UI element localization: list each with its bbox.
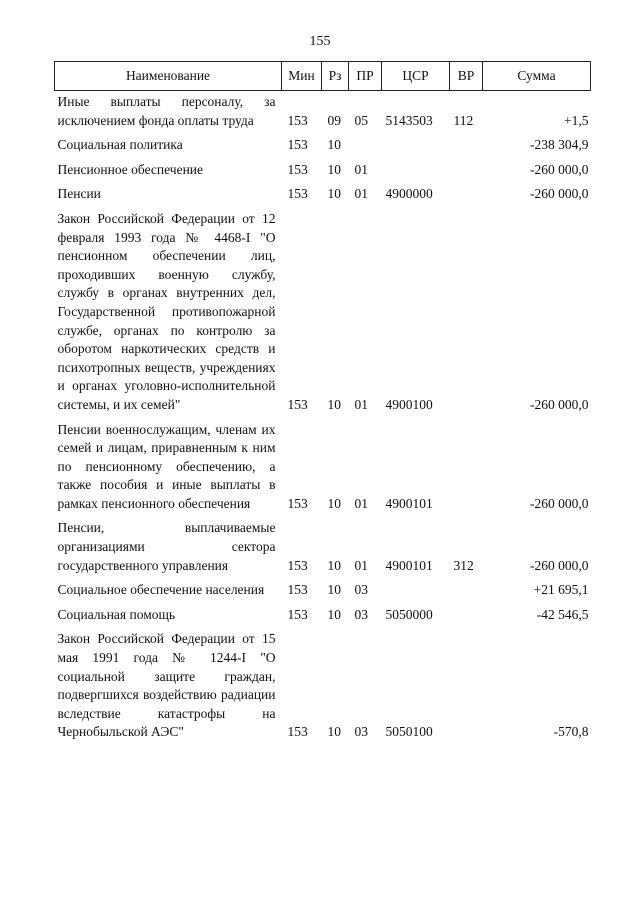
row-vr: 312 [453, 557, 474, 573]
row-vr [450, 204, 483, 415]
row-sum: +21 695,1 [533, 582, 589, 598]
row-sum: -238 304,9 [530, 137, 589, 153]
row-min: 153 [287, 161, 308, 177]
row-csr: 5143503 [385, 112, 433, 128]
header-csr: ЦСР [382, 62, 450, 91]
row-vr [450, 575, 483, 600]
row-csr: 4900101 [385, 495, 433, 511]
row-vr: 112 [453, 112, 474, 128]
row-rz: 10 [327, 724, 341, 740]
row-pr: 03 [354, 582, 368, 598]
row-rz: 10 [327, 582, 341, 598]
row-pr: 01 [354, 396, 368, 412]
row-pr: 03 [354, 606, 368, 622]
row-name: Социальная политика [57, 137, 183, 153]
table-row [55, 600, 591, 625]
row-rz: 10 [327, 186, 341, 202]
row-pr: 01 [354, 161, 368, 177]
row-rz: 10 [327, 161, 341, 177]
table-header-row [55, 62, 591, 91]
table-row [55, 155, 591, 180]
row-min: 153 [287, 495, 308, 511]
row-pr: 01 [354, 495, 368, 511]
row-pr: 01 [354, 557, 368, 573]
row-rz: 10 [327, 495, 341, 511]
row-rz: 10 [327, 557, 341, 573]
row-csr: 4900100 [385, 396, 433, 412]
row-csr: 4900101 [385, 557, 433, 573]
table-row [55, 91, 591, 131]
row-sum: -42 546,5 [536, 606, 589, 622]
row-csr [382, 575, 450, 600]
page-number: 155 [309, 34, 331, 49]
row-min: 153 [287, 582, 308, 598]
row-csr: 4900000 [385, 186, 433, 202]
row-sum: -260 000,0 [530, 495, 589, 511]
row-csr: 5050100 [385, 724, 433, 740]
row-name: Пенсии [57, 186, 101, 202]
row-sum: -260 000,0 [530, 161, 589, 177]
header-rz: Рз [322, 62, 349, 91]
row-csr [382, 130, 450, 155]
row-rz: 10 [327, 606, 341, 622]
row-name: Социальная помощь [57, 606, 176, 622]
row-sum: -570,8 [553, 724, 589, 740]
row-name: Пенсионное обеспечение [57, 161, 204, 177]
row-vr [450, 155, 483, 180]
header-sum: Сумма [483, 62, 591, 91]
row-pr [349, 130, 382, 155]
row-name: Закон Российской Федерации от 15 мая 1991 года № 1244-I "О социальной защите граждан, подвергшихся воздействию радиации вследствие катастрофы на Чернобыльской АЭС" [57, 631, 276, 740]
row-min: 153 [287, 137, 308, 153]
row-rz: 10 [327, 396, 341, 412]
row-vr [450, 624, 483, 742]
row-pr: 05 [354, 112, 368, 128]
row-sum: -260 000,0 [530, 396, 589, 412]
row-rz: 10 [327, 137, 341, 153]
row-vr [450, 130, 483, 155]
row-name: Пенсии военнослужащим, членам их семей и лицам, приравненным к ним по пенсионному обеспечению, а также пособия и иные выплаты в рамках пенсионного обеспечения [57, 421, 276, 511]
row-min: 153 [287, 112, 308, 128]
row-name: Пенсии, выплачиваемые организациями сектора государственного управления [57, 520, 276, 573]
row-name: Закон Российской Федерации от 12 февраля 1993 года № 4468-I "О пенсионном обеспечении лиц, проходивших военную службу, службу в органах внутренних дел, Государственной противопожарной службе, органах по контролю за оборотом наркотических средств и психотропных веществ, учреждениях и органах уголовно-исполнительной системы, и их семей" [57, 210, 276, 412]
table-row [55, 415, 591, 514]
row-pr: 03 [354, 724, 368, 740]
row-min: 153 [287, 606, 308, 622]
row-vr [450, 415, 483, 514]
row-sum: +1,5 [564, 112, 589, 128]
header-vr: ВР [450, 62, 483, 91]
budget-table [54, 61, 591, 742]
row-min: 153 [287, 557, 308, 573]
header-pr: ПР [349, 62, 382, 91]
row-min: 153 [287, 186, 308, 202]
row-pr: 01 [354, 186, 368, 202]
row-rz: 09 [327, 112, 341, 128]
table-row [55, 130, 591, 155]
row-csr: 5050000 [385, 606, 433, 622]
row-name: Социальное обеспечение населения [57, 582, 265, 598]
row-vr [450, 600, 483, 625]
row-sum: -260 000,0 [530, 557, 589, 573]
table-row [55, 204, 591, 415]
row-name: Иные выплаты персоналу, за исключением фонда оплаты труда [57, 94, 276, 128]
header-min: Мин [282, 62, 322, 91]
table-row [55, 624, 591, 742]
header-name: Наименование [55, 62, 282, 91]
row-sum: -260 000,0 [530, 186, 589, 202]
row-min: 153 [287, 396, 308, 412]
row-csr [382, 155, 450, 180]
table-row [55, 179, 591, 204]
table-row [55, 575, 591, 600]
row-min: 153 [287, 724, 308, 740]
row-vr [450, 179, 483, 204]
table-row [55, 513, 591, 575]
